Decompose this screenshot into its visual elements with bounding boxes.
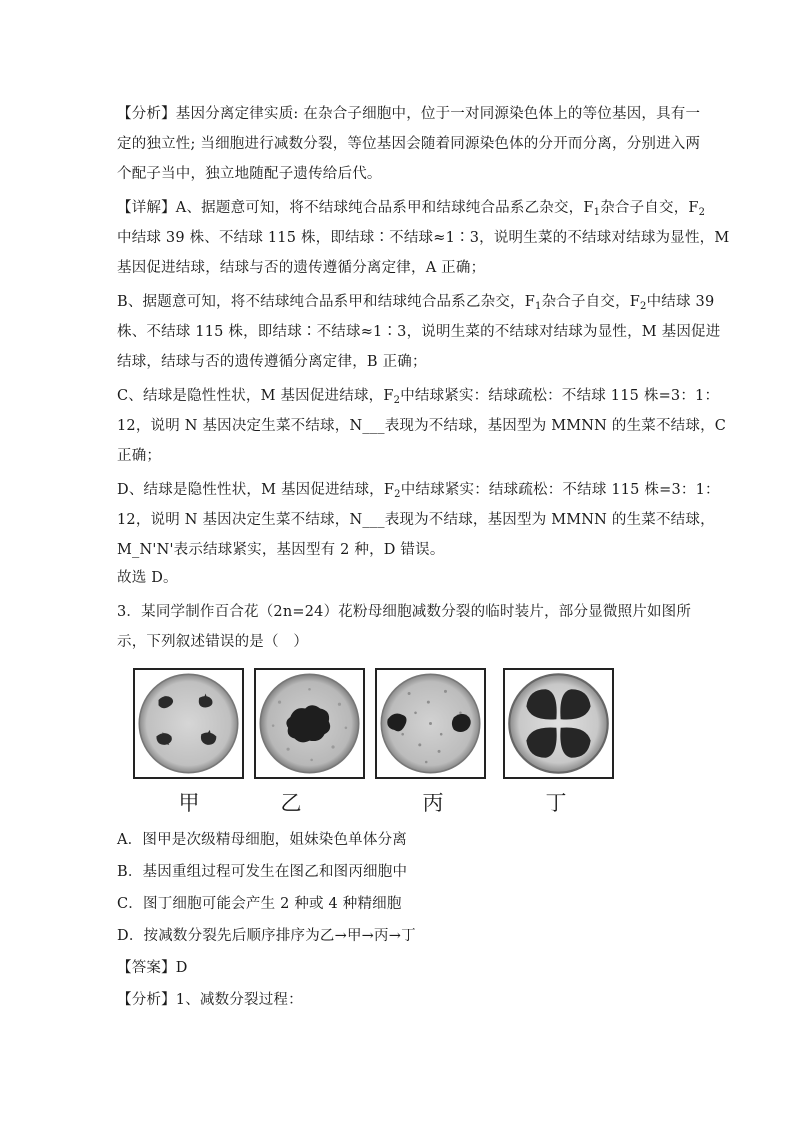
question-stem-line-1: 3．某同学制作百合花（2n=24）花粉母细胞减数分裂的临时装片，部分显微照片如图所 (117, 604, 692, 620)
detail-text: 杂合子自交，F (541, 294, 641, 310)
caption-bing: 丙 (422, 791, 444, 815)
detail-text: 中结球 39 (646, 294, 715, 310)
caption-yi: 乙 (280, 791, 302, 815)
subscript: 2 (698, 207, 706, 218)
option-d: D．按减数分裂先后顺序排序为乙→甲→丙→丁 (117, 928, 416, 944)
answer-line: 【答案】D (117, 960, 188, 976)
detail-line-2: 中结球 39 株、不结球 115 株，即结球∶不结球≈1∶3，说明生菜的不结球对结球为显性，M (117, 230, 730, 246)
detail-line-12: M_N'N'表示结球紧实，基因型有 2 种，D 错误。 (117, 542, 445, 558)
detail-line-10 (117, 480, 720, 500)
detail-text: D、结球是隐性性状，M 基因促进结球，F (117, 482, 395, 498)
detail-text: 中结球紧实：结球疏松：不结球 115 株=3：1： (400, 388, 720, 404)
conclusion-line: 故选 D。 (117, 570, 178, 586)
detail-text: 杂合子自交，F (600, 200, 699, 216)
micrograph-jia (133, 668, 244, 779)
subscript: 2 (640, 301, 647, 312)
detail-line-11: 12，说明 N 基因决定生菜不结球，N___表现为不结球，基因型为 MMNN 的生菜不结球， (117, 512, 715, 528)
caption-jia: 甲 (178, 791, 200, 815)
micrograph-ding (503, 668, 614, 779)
analysis-line-3: 个配子当中，独立地随配子遗传给后代。 (117, 166, 382, 182)
detail-line-3: 基因促进结球，结球与否的遗传遵循分离定律，A 正确； (117, 260, 486, 276)
detail-line-1 (117, 198, 706, 218)
subscript: 2 (394, 489, 401, 500)
caption-ding: 丁 (545, 791, 567, 815)
option-c: C．图丁细胞可能会产生 2 种或 4 种精细胞 (117, 896, 402, 912)
question-stem-line-2: 示，下列叙述错误的是（ ） (117, 634, 309, 650)
subscript: 1 (535, 301, 542, 312)
detail-line-7 (117, 386, 720, 406)
detail-line-5: 株、不结球 115 株，即结球∶不结球≈1∶3，说明生菜的不结球对结球为显性，M 基因促进 (117, 324, 721, 340)
detail-text: 中结球紧实：结球疏松：不结球 115 株=3：1： (400, 482, 720, 498)
analysis-heading: 【分析】1、减数分裂过程： (117, 992, 303, 1008)
subscript: 2 (393, 395, 401, 406)
detail-line-9: 正确； (117, 448, 162, 464)
detail-line-4 (117, 292, 715, 312)
micrograph-yi (254, 668, 365, 779)
detail-text: B、据题意可知，将不结球纯合品系甲和结球纯合品系乙杂交，F (117, 294, 536, 310)
analysis-line-1: 【分析】基因分离定律实质: 在杂合子细胞中，位于一对同源染色体上的等位基因，具有一 (117, 106, 701, 122)
detail-line-6: 结球，结球与否的遗传遵循分离定律，B 正确； (117, 354, 427, 370)
detail-text: C、结球是隐性性状，M 基因促进结球，F (117, 388, 394, 404)
detail-line-8: 12，说明 N 基因决定生菜不结球，N___表现为不结球，基因型为 MMNN 的生菜不结球，C (117, 418, 727, 434)
subscript: 1 (593, 207, 601, 218)
detail-text: 【详解】A、据题意可知，将不结球纯合品系甲和结球纯合品系乙杂交，F (117, 200, 594, 216)
analysis-line-2: 定的独立性; 当细胞进行减数分裂，等位基因会随着同源染色体的分开而分离，分别进入两 (117, 136, 701, 152)
micrograph-bing (375, 668, 486, 779)
option-a: A．图甲是次级精母细胞，姐妹染色单体分离 (117, 832, 407, 848)
option-b: B．基因重组过程可发生在图乙和图丙细胞中 (117, 864, 408, 880)
